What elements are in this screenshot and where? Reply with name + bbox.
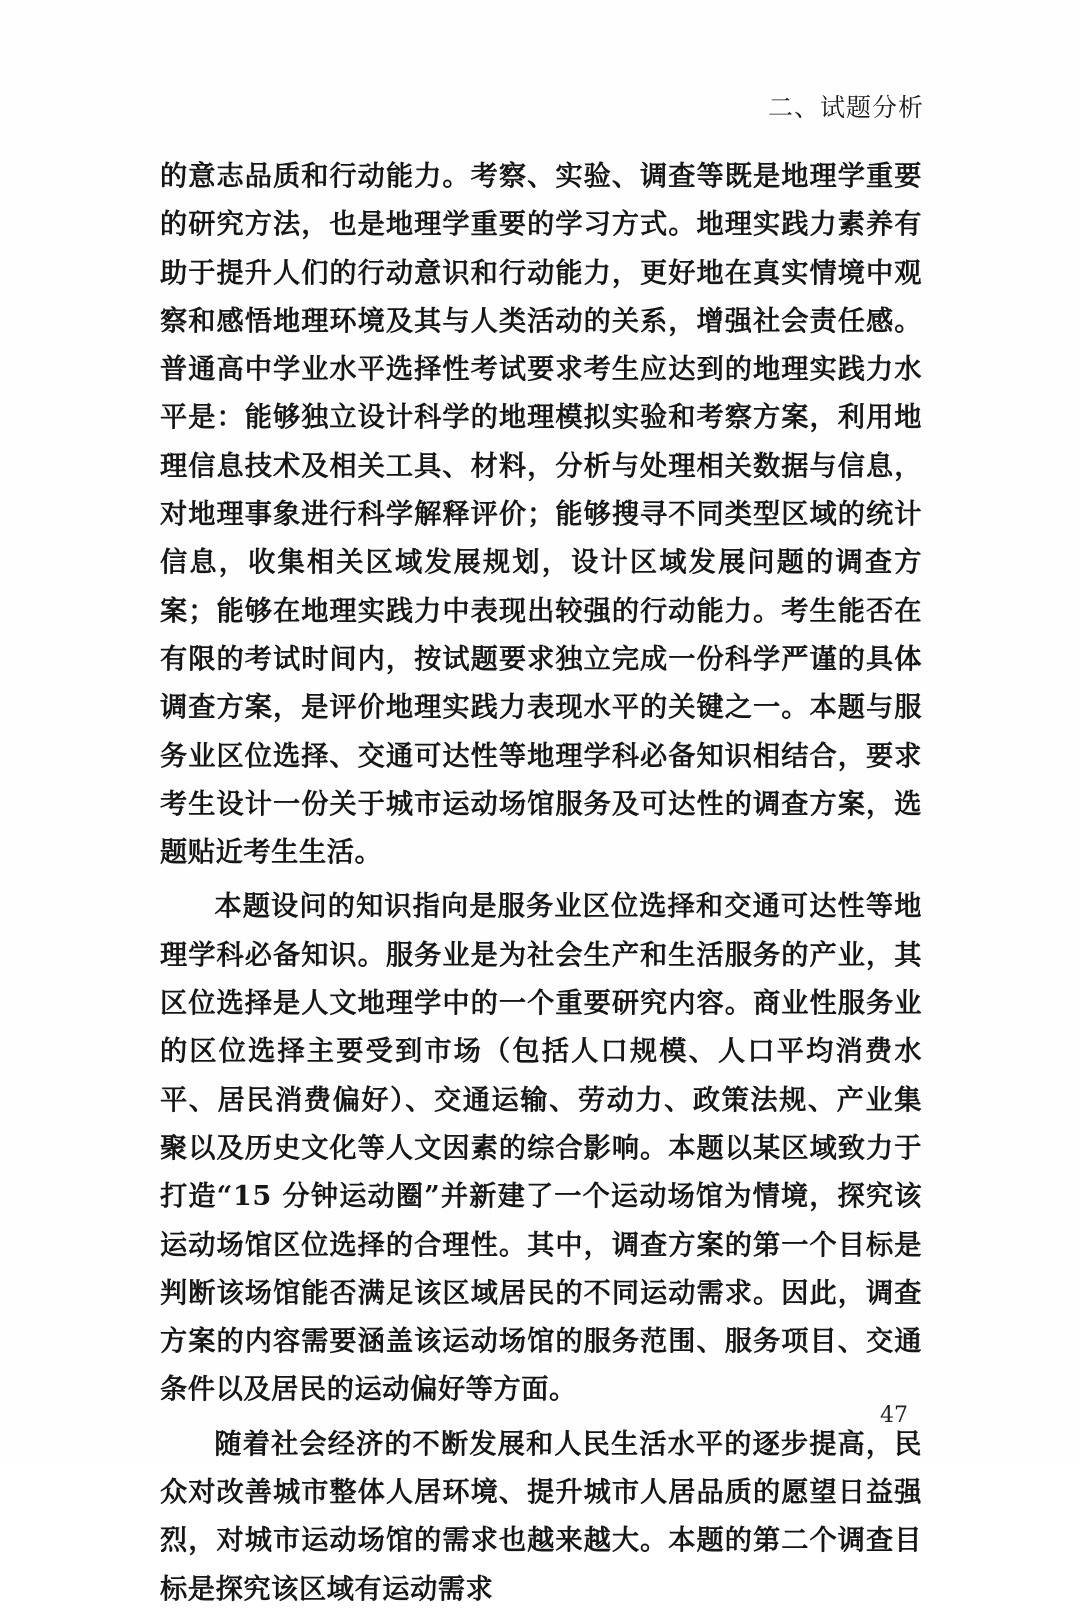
body-text bbox=[160, 152, 922, 1613]
paragraph-knowledge-points: 本题设问的知识指向是服务业区位选择和交通可达性等地理学科必备知识。服务业是为社会生产和生活服务的产业，其区位选择是人文地理学中的一个重要研究内容。商业性服务业的区位选择主要受到市场（包括人口规模、人口平均消费水平、居民消费偏好）、交通运输、劳动力、政策法规、产业集聚以及历史文化等人文因素的综合影响。本题以某区域致力于打造“15 分钟运动圈”并新建了一个运动场馆为情境，探究该运动场馆区位选择的合理性。其中，调查方案的第一个目标是判断该场馆能否满足该区域居民的不同运动需求。因此，调查方案的内容需要涵盖该运动场馆的服务范围、服务项目、交通条件以及居民的运动偏好等方面。 bbox=[160, 890, 922, 1406]
page-number: 47 bbox=[880, 1403, 908, 1428]
paragraph-second-objective: 随着社会经济的不断发展和人民生活水平的逐步提高，民众对改善城市整体人居环境、提升城市人居品质的愿望日益强烈，对城市运动场馆的需求也越来越大。本题的第二个调查目标是探究该区域有运动需求 bbox=[160, 1427, 922, 1605]
running-header-section-title: 二、试题分析 bbox=[767, 93, 924, 122]
paragraph-continued: 的意志品质和行动能力。考察、实验、调查等既是地理学重要的研究方法，也是地理学重要的学习方式。地理实践力素养有助于提升人们的行动意识和行动能力，更好地在真实情境中观察和感悟地理环境及其与人类活动的关系，增强社会责任感。普通高中学业水平选择性考试要求考生应达到的地理实践力水平是：能够独立设计科学的地理模拟实验和考察方案，利用地理信息技术及相关工具、材料，分析与处理相关数据与信息，对地理事象进行科学解释评价；能够搜寻不同类型区域的统计信息，收集相关区域发展规划，设计区域发展问题的调查方案；能够在地理实践力中表现出较强的行动能力。考生能否在有限的考试时间内，按试题要求独立完成一份科学严谨的具体调查方案，是评价地理实践力表现水平的关键之一。本题与服务业区位选择、交通可达性等地理学科必备知识相结合，要求考生设计一份关于城市运动场馆服务及可达性的调查方案，选题贴近考生生活。 bbox=[160, 160, 922, 869]
